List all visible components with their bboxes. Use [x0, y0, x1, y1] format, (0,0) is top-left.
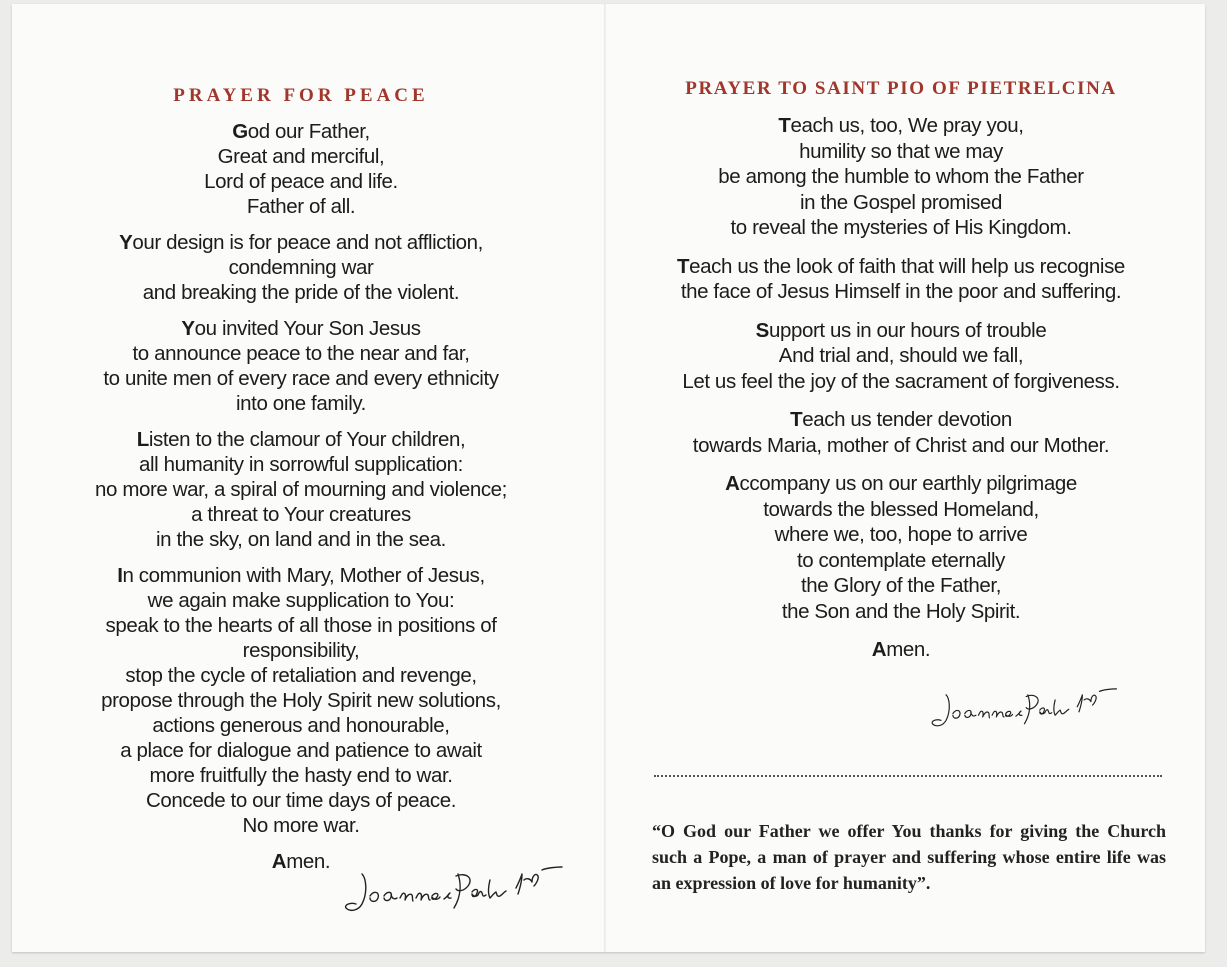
stanza — [624, 254, 1178, 305]
left-page — [64, 0, 538, 874]
prayer-line: to announce peace to the near and far, — [132, 342, 470, 365]
prayer-line: into one family. — [236, 392, 366, 415]
prayer-line: No more war. — [242, 814, 360, 837]
line-text: od our Father, — [247, 120, 370, 143]
line-text: ou invited Your Son Jesus — [194, 317, 421, 340]
dotted-divider — [654, 775, 1162, 777]
prayer-line: be among the humble to whom the Father — [718, 165, 1084, 188]
prayer-line: to reveal the mysteries of His Kingdom. — [730, 216, 1072, 239]
prayer-line: a threat to Your creatures — [191, 503, 411, 526]
prayer-line: we again make supplication to You: — [147, 589, 455, 612]
prayer-line: humility so that we may — [799, 139, 1003, 163]
stanza — [624, 471, 1178, 624]
stanza — [64, 230, 538, 305]
stanza-initial: A — [871, 638, 887, 661]
left-stanzas — [64, 119, 538, 874]
prayer-line — [624, 113, 1178, 139]
prayer-line — [624, 637, 1178, 663]
line-text: upport us in our hours of trouble — [768, 318, 1047, 342]
stanza — [624, 637, 1178, 663]
stanza-initial: A — [271, 850, 287, 873]
stanza — [64, 427, 538, 552]
prayer-line: towards the blessed Homeland, — [763, 497, 1039, 521]
prayer-line: And trial and, should we fall, — [778, 344, 1024, 367]
prayer-line: responsibility, — [242, 639, 360, 662]
prayer-line: Father of all. — [246, 195, 356, 218]
prayer-line — [624, 407, 1178, 433]
stanza-initial: G — [232, 120, 248, 143]
prayer-line: the face of Jesus Himself in the poor and suffering. — [680, 280, 1122, 303]
stanza-initial: Y — [119, 231, 133, 254]
line-text: each us the look of faith that will help us recognise — [689, 254, 1125, 278]
stanza — [64, 316, 538, 416]
line-text: each us tender devotion — [802, 408, 1012, 431]
prayer-line — [624, 254, 1178, 280]
prayer-line — [64, 316, 538, 341]
prayer-line: Lord of peace and life. — [204, 170, 398, 193]
stanza — [624, 113, 1178, 241]
stanza — [624, 318, 1178, 395]
prayer-line: to unite men of every race and every ethnicity — [103, 367, 499, 390]
left-signature — [340, 866, 574, 920]
prayer-line: where we, too, hope to arrive — [774, 523, 1028, 546]
line-text: each us, too, We pray you, — [790, 114, 1024, 137]
prayer-line — [64, 563, 538, 588]
prayer-line — [64, 230, 538, 255]
prayer-line: to contemplate eternally — [796, 548, 1006, 572]
stanza-initial: L — [136, 428, 149, 451]
left-page-title: PRAYER FOR PEACE — [173, 85, 429, 106]
prayer-line: actions generous and honourable, — [152, 714, 450, 737]
prayer-line: the Son and the Holy Spirit. — [781, 599, 1021, 623]
line-text: n communion with Mary, Mother of Jesus, — [122, 564, 485, 587]
prayer-line: Let us feel the joy of the sacrament of forgiveness. — [682, 369, 1120, 393]
stanza — [64, 119, 538, 219]
line-text: isten to the clamour of Your children, — [148, 428, 466, 451]
stanza-initial: T — [778, 114, 791, 137]
prayer-line: more fruitfully the hasty end to war. — [149, 764, 453, 787]
stanza-initial: A — [725, 472, 740, 495]
prayer-line: the Glory of the Father, — [800, 574, 1002, 597]
stanza-initial: Y — [181, 317, 195, 340]
prayer-line: Concede to our time days of peace. — [145, 789, 457, 812]
prayer-line: no more war, a spiral of mourning and violence; — [95, 478, 507, 501]
prayer-line: in the Gospel promised — [799, 190, 1002, 214]
line-text: men. — [286, 850, 331, 873]
right-page — [624, 0, 1178, 663]
prayer-line — [624, 471, 1178, 497]
stanza — [64, 563, 538, 838]
prayer-line: speak to the hearts of all those in positions of — [105, 614, 497, 637]
prayer-line: all humanity in sorrowful supplication: — [139, 453, 463, 476]
stanza-initial: T — [677, 254, 690, 278]
prayer-line — [64, 427, 538, 452]
right-signature — [914, 688, 1140, 734]
right-page-title: PRAYER TO SAINT PIO OF PIETRELCINA — [685, 78, 1117, 99]
stanza — [624, 407, 1178, 458]
prayer-line: stop the cycle of retaliation and revenge, — [125, 664, 477, 687]
prayer-line: towards Maria, mother of Christ and our Mother. — [692, 433, 1110, 457]
prayer-line — [64, 119, 538, 144]
prayer-line: and breaking the pride of the violent. — [142, 281, 460, 304]
prayer-line: propose through the Holy Spirit new solutions, — [101, 689, 501, 712]
line-text: ccompany us on our earthly pilgrimage — [739, 472, 1077, 495]
prayer-line — [624, 318, 1178, 344]
prayer-line: a place for dialogue and patience to await — [120, 739, 482, 762]
card-fold — [604, 4, 606, 952]
line-text: our design is for peace and not affliction, — [132, 231, 483, 254]
prayer-line: condemning war — [228, 256, 374, 279]
right-stanzas — [624, 113, 1178, 663]
prayer-line: Great and merciful, — [217, 145, 385, 168]
line-text: men. — [886, 638, 931, 661]
prayer-line: in the sky, on land and in the sea. — [156, 528, 446, 551]
closing-quote: “O God our Father we offer You thanks for giving the Church such a Pope, a man of prayer and suffering whose entire life was an expression of love for humanity”. — [652, 821, 1166, 893]
stanza-initial: T — [790, 408, 803, 431]
stanza-initial: S — [755, 318, 769, 342]
stanza-initial: I — [117, 564, 123, 587]
